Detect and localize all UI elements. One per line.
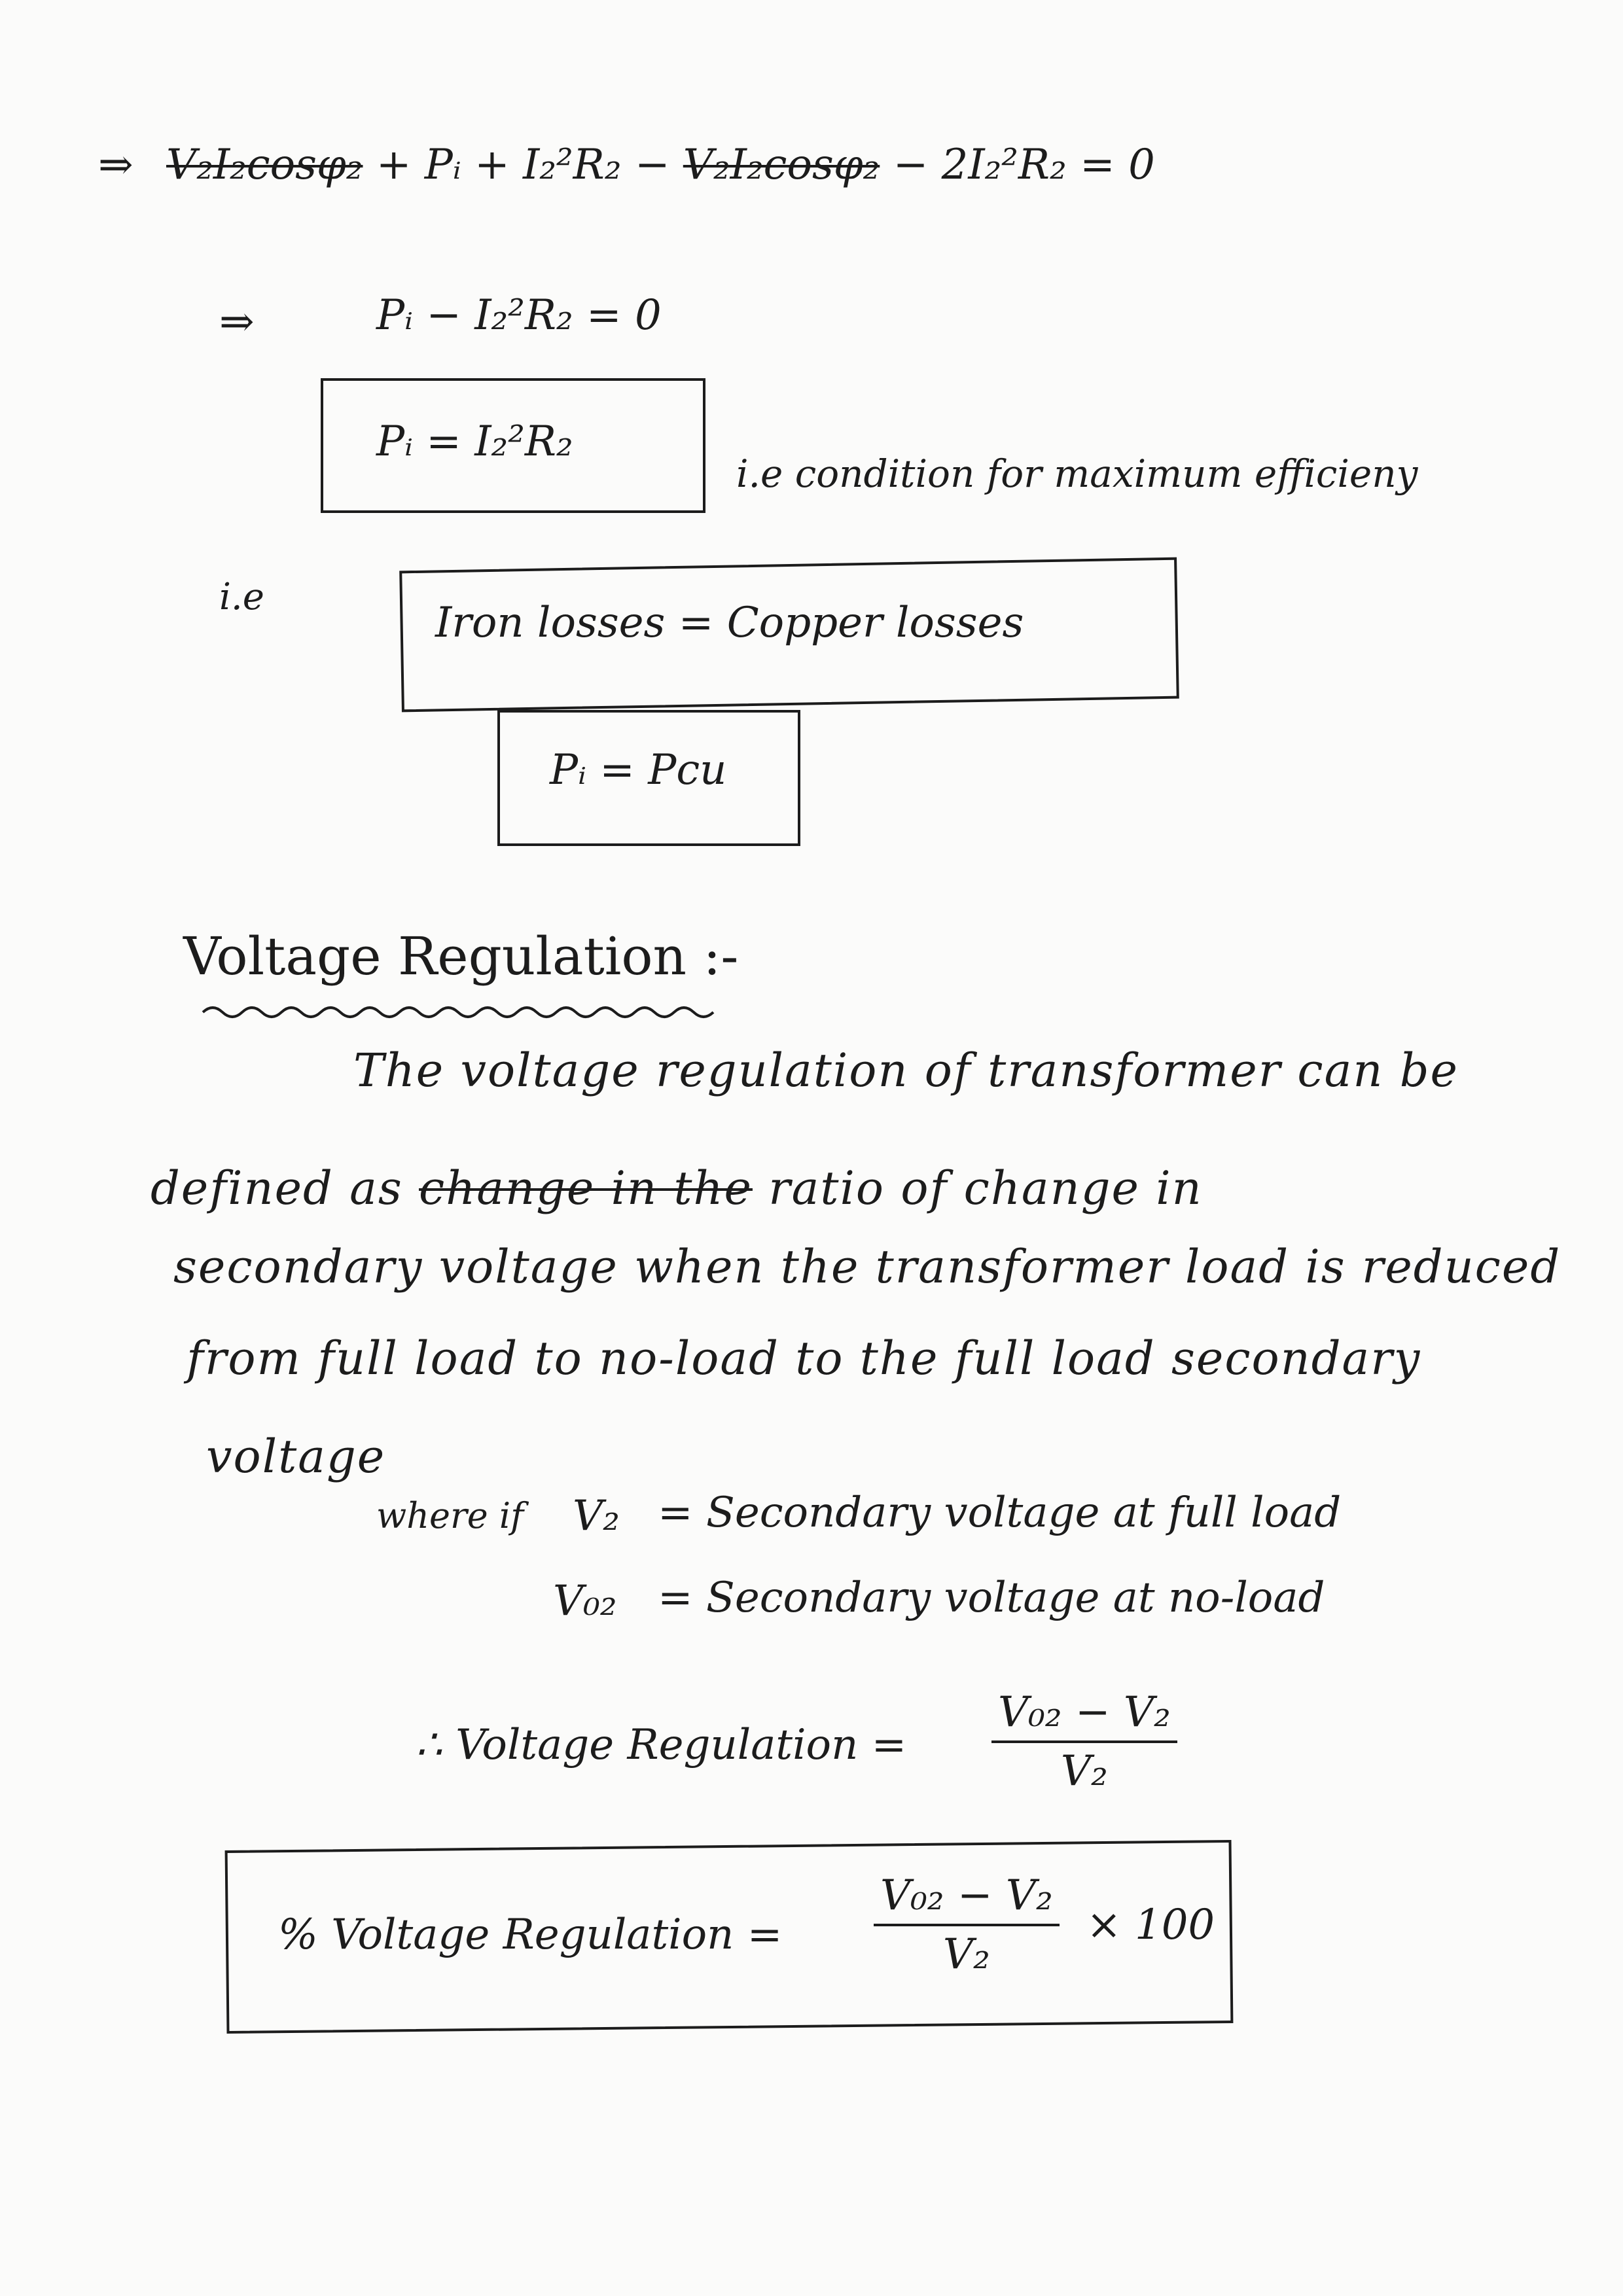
implies-arrow: ⇒ [219,298,255,346]
v2-definition: = Secondary voltage at full load [658,1489,1342,1537]
fraction-denominator: V₂ [942,1930,990,1979]
cancelled-term: V₂I₂cosφ₂ [166,141,363,189]
boxed-condition: Pᵢ = I₂²R₂ [376,417,573,466]
heading-underline [200,998,723,1024]
equation-line-2: Pᵢ − I₂²R₂ = 0 [376,291,662,340]
paragraph-line-3: secondary voltage when the transformer load is reduced [173,1240,1561,1294]
implies-arrow: ⇒ [98,141,134,189]
regulation-fraction [991,1688,1177,1795]
ie-label: i.e [219,576,264,618]
where-label: where if [376,1495,524,1536]
struck-text: change in the [419,1161,753,1215]
boxed-pi-pcu: Pᵢ = Pcu [550,746,727,794]
v02-definition: = Secondary voltage at no-load [658,1574,1325,1622]
cancelled-term: V₂I₂cosφ₂ [683,141,880,189]
paragraph-line-5: voltage [206,1430,386,1483]
paragraph-text: defined as [151,1161,419,1215]
condition-note: i.e condition for maximum efficieny [736,451,1418,496]
paragraph-text: ratio of change in [752,1161,1203,1215]
fraction-denominator: V₂ [1060,1747,1108,1795]
v2-symbol: V₂ [573,1492,620,1540]
equation-line-1 [98,141,1155,189]
boxed-losses: Iron losses = Copper losses [435,599,1024,647]
fraction-numerator: V₀₂ − V₂ [874,1871,1060,1926]
equation-term: − 2I₂²R₂ = 0 [880,141,1155,189]
regulation-label: ∴ Voltage Regulation = [416,1721,907,1769]
multiplier: × 100 [1086,1901,1215,1949]
equation-term: + Pᵢ + I₂²R₂ − [363,141,683,189]
paragraph-line-2 [151,1161,1203,1215]
percent-regulation-label: % Voltage Regulation = [278,1911,783,1959]
section-heading: Voltage Regulation :- [183,926,739,987]
fraction-numerator: V₀₂ − V₂ [991,1688,1177,1743]
v02-symbol: V₀₂ [553,1577,617,1625]
paragraph-line-1: The voltage regulation of transformer can be [353,1044,1459,1097]
percent-regulation-fraction [874,1871,1060,1979]
paragraph-line-4: from full load to no-load to the full load secondary [187,1332,1421,1385]
